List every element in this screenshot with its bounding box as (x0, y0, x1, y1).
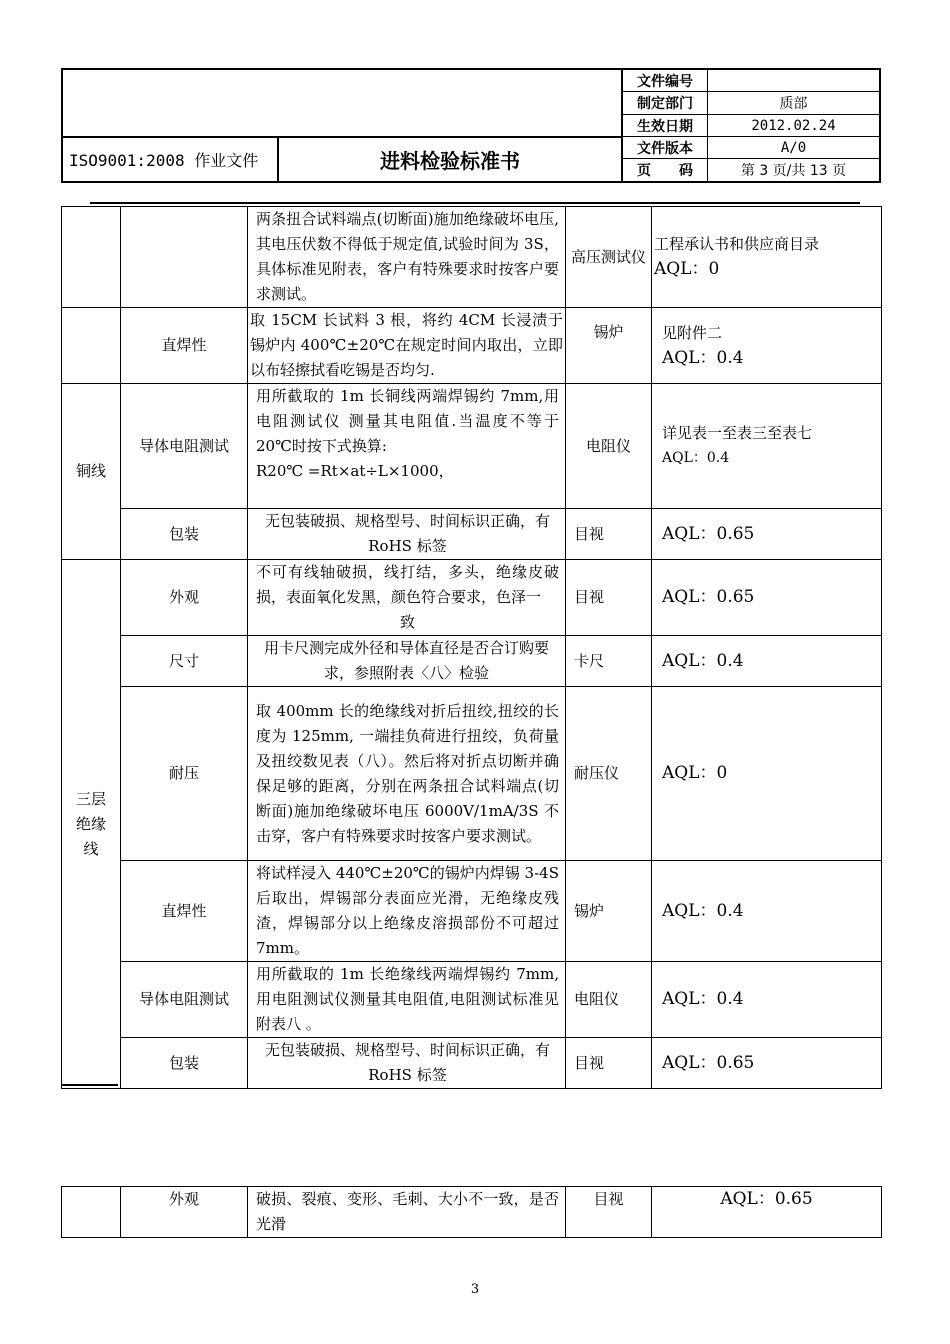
standard-text: 见附件二 (662, 323, 723, 342)
tool-cell: 耐压仪 (566, 687, 652, 861)
item-cell: 包装 (121, 509, 248, 560)
method-text: 无包装破损、规格型号、时间标识正确，有 (264, 1041, 550, 1059)
doc-number-value (708, 70, 879, 91)
table-row (62, 861, 882, 962)
table-row (62, 308, 882, 384)
category-cell (62, 560, 121, 1089)
table-row (62, 384, 882, 509)
item-cell: 尺寸 (121, 636, 248, 687)
standard-cell (652, 308, 882, 384)
item-cell: 导体电阻测试 (121, 962, 248, 1038)
tool-cell: 锡炉 (566, 861, 652, 962)
table-underline (62, 1084, 118, 1086)
aql-value: AQL：0.4 (662, 347, 744, 368)
method-text: 无包装破损、规格型号、时间标识正确，有 (264, 512, 550, 530)
table-row (62, 1038, 882, 1089)
tool-cell: 目视 (566, 1187, 652, 1238)
method-cell: 将试样浸入 440℃±20℃的锡炉内焊锡 3-4S 后取出，焊锡部分表面应光滑，无绝缘皮残渣，焊锡部分以上绝缘皮溶损部份不可超过 7mm。 (248, 861, 566, 962)
aql-value: AQL：0.65 (652, 509, 882, 560)
version-label: 文件版本 (637, 140, 693, 157)
department-value: 质部 (779, 96, 808, 112)
item-cell: 导体电阻测试 (121, 384, 248, 509)
inspection-table-continued (61, 1186, 882, 1238)
department-label: 制定部门 (637, 96, 693, 112)
method-cell: 破损、裂痕、变形、毛刺、大小不一致，是否光滑 (248, 1187, 566, 1238)
inspection-table (61, 206, 882, 1089)
item-cell: 直焊性 (121, 308, 248, 384)
aql-value: AQL：0.65 (652, 1038, 882, 1089)
table-row (62, 687, 882, 861)
method-text-2: 致 (399, 613, 415, 631)
method-cell: 用所截取的 1m 长绝缘线两端焊锡约 7mm,用电阻测试仪测量其电阻值,电阻测试标准见附表八 。 (248, 962, 566, 1038)
doc-number-label: 文件编号 (637, 73, 693, 90)
effective-date-label: 生效日期 (637, 118, 693, 135)
method-cell: 用卡尺测完成外径和导体直径是否合订购要求，参照附表〈八〉检验 (248, 636, 566, 687)
method-cell: 取 400mm 长的绝缘线对折后扭绞,扭绞的长度为 125mm, 一端挂负荷进行扭绞，负荷量及扭绞数见表（八）。然后将对折点切断并确保足够的距离，分别在两条扭合试料端点(切断面)施加绝缘破坏电压 6000V/1mA/3S 不击穿，客户有特殊要求时按客户要求测试。 (248, 687, 566, 861)
aql-value: AQL：0 (652, 687, 882, 861)
method-cell (248, 1038, 566, 1089)
item-cell: 外观 (121, 1187, 248, 1238)
table-row (62, 636, 882, 687)
aql-value: AQL：0.4 (662, 450, 730, 466)
aql-value: AQL：0.4 (652, 636, 882, 687)
aql-value: AQL：0.65 (652, 560, 882, 636)
table-row (62, 560, 882, 636)
aql-value: AQL：0.4 (652, 861, 882, 962)
formula-text: R20℃ =Rt×at÷L×1000， (256, 462, 454, 480)
tool-cell: 高压测试仪 (566, 207, 652, 308)
method-cell (248, 560, 566, 636)
standard-text: 详见表一至表三至表七 (662, 424, 813, 442)
page-number: 3 (470, 1282, 480, 1297)
tool-cell: 目视 (566, 509, 652, 560)
page-value: 第 3 页/共 13 页 (740, 163, 847, 179)
aql-value: AQL：0.4 (652, 962, 882, 1038)
tool-cell: 电阻仪 (566, 962, 652, 1038)
aql-value: AQL：0 (654, 259, 720, 279)
tool-cell: 目视 (566, 560, 652, 636)
category-cell (62, 207, 121, 308)
document-title: 进料检验标准书 (380, 149, 520, 173)
tool-cell: 卡尺 (566, 636, 652, 687)
method-text: 用所截取的 1m 长铜线两端焊锡约 7mm,用电阻测试仪 测量其电阻值.当温度不等于 20℃时按下式换算: (256, 387, 559, 455)
category-cell (62, 1187, 121, 1238)
standard-text: 工程承认书和供应商目录 (654, 235, 820, 253)
tool-cell: 锡炉 (566, 308, 652, 384)
iso-document-label: ISO9001:2008 作业文件 (69, 151, 259, 170)
tool-cell: 目视 (566, 1038, 652, 1089)
category-cell: 铜线 (62, 384, 121, 560)
item-cell: 外观 (121, 560, 248, 636)
page-label: 页 码 (637, 163, 693, 179)
table-row (62, 1187, 882, 1238)
category-label: 三层绝缘线 (75, 789, 106, 858)
table-row (62, 509, 882, 560)
table-row (62, 207, 882, 308)
method-cell: 取 15CM 长试料 3 根，将约 4CM 长浸渍于锡炉内 400℃±20℃在规定时间内取出，立即以布轻擦拭看吃锡是否均匀. (248, 308, 566, 384)
method-text-2: RoHS 标签 (368, 1066, 447, 1084)
effective-date-value: 2012.02.24 (751, 117, 836, 134)
document-header (61, 68, 881, 183)
method-cell (248, 384, 566, 509)
method-cell (248, 509, 566, 560)
aql-value: AQL：0.65 (652, 1187, 882, 1238)
tool-cell: 电阻仪 (566, 384, 652, 509)
standard-cell (652, 207, 882, 308)
method-text: 不可有线轴破损，线打结，多头，绝缘皮破损，表面氧化发黑，颜色符合要求，色泽一 (256, 563, 559, 606)
standard-cell (652, 384, 882, 509)
item-cell: 包装 (121, 1038, 248, 1089)
table-row (62, 962, 882, 1038)
version-value: A/0 (780, 139, 807, 156)
method-text-2: RoHS 标签 (368, 537, 447, 555)
item-cell (121, 207, 248, 308)
method-cell: 两条扭合试料端点(切断面)施加绝缘破坏电压,其电压伏数不得低于规定值,试验时间为 3S，具体标准见附表，客户有特殊要求时按客户要求测试。 (248, 207, 566, 308)
category-cell (62, 308, 121, 384)
item-cell: 直焊性 (121, 861, 248, 962)
item-cell: 耐压 (121, 687, 248, 861)
header-divider (90, 202, 860, 204)
